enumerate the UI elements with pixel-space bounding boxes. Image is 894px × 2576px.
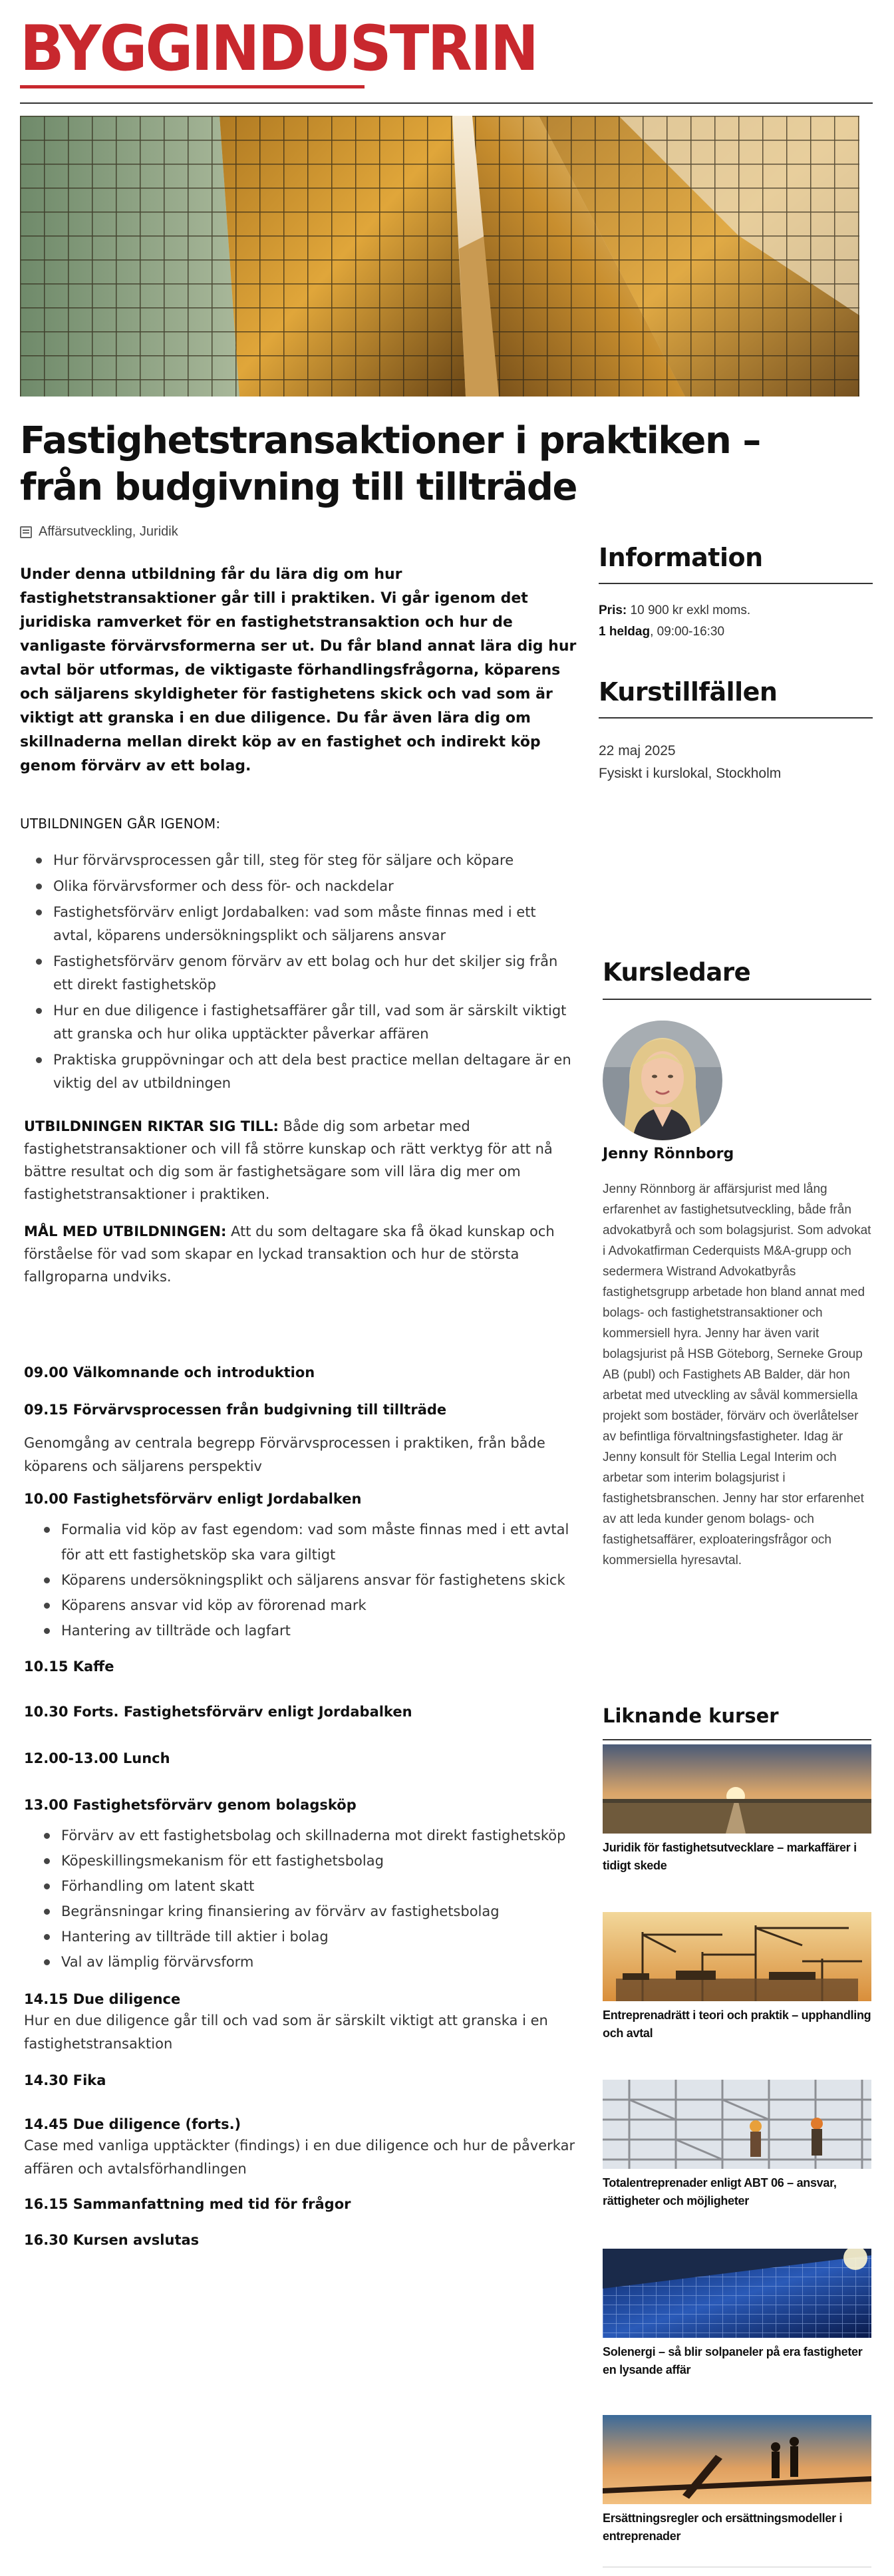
similar-course-image[interactable]: [603, 2415, 871, 2504]
target-audience: [20, 1115, 579, 1206]
list-item: Köpeskillingsmekanism för ett fastighetsbolag: [44, 1848, 583, 1873]
schedule-text: Hur en due diligence går till och vad som är särskilt viktigt att granska i en fastighetstransaktion: [24, 2012, 548, 2052]
goes-through-heading: UTBILDNINGEN GÅR IGENOM:: [20, 816, 221, 832]
similar-divider: [603, 1739, 871, 1740]
info-heading: Information: [599, 543, 763, 572]
list-item: Fastighetsförvärv genom förvärv av ett bolag och hur det skiljer sig från ett direkt fastighetsköp: [36, 950, 579, 997]
similar-course-card[interactable]: [603, 2249, 871, 2379]
schedule-item: 10.00 Fastighetsförvärv enligt Jordabalken: [24, 1491, 362, 1507]
schedule-item: 10.30 Forts. Fastighetsförvärv enligt Jordabalken: [24, 1704, 412, 1720]
site-logo[interactable]: BYGGINDUSTRIN: [20, 13, 537, 85]
schedule-item: 14.45 Due diligence (forts.): [24, 2116, 241, 2132]
course-date[interactable]: 22 maj 2025: [599, 743, 676, 758]
schedule-item: 13.00 Fastighetsförvärv genom bolagsköp: [24, 1797, 357, 1813]
course-location: Fysiskt i kurslokal, Stockholm: [599, 766, 782, 781]
similar-heading: Liknande kurser: [603, 1704, 779, 1727]
schedule-text: Genomgång av centrala begrepp Förvärvsprocessen i praktiken, från både köparens och säljarens perspektiv: [24, 1435, 545, 1474]
duration-line: [599, 621, 873, 643]
similar-course-image[interactable]: [603, 1744, 871, 1834]
schedule-list: [24, 1823, 583, 1975]
similar-course-title[interactable]: Solenergi – så blir solpaneler på era fastigheter en lysande affär: [603, 2345, 863, 2376]
schedule: [24, 1363, 583, 2250]
info-divider: [599, 583, 873, 584]
header-divider: [20, 102, 873, 104]
similar-course-title[interactable]: Juridik för fastighetsutvecklare – markaffärer i tidigt skede: [603, 1841, 857, 1872]
course-goal: [20, 1220, 579, 1288]
categories-text[interactable]: Affärsutveckling, Juridik: [39, 524, 178, 539]
folder-icon: [20, 526, 32, 538]
list-item: Köparens ansvar vid köp av förorenad mark: [44, 1593, 583, 1618]
list-item: Förhandling om latent skatt: [44, 1873, 583, 1899]
hero-image: [20, 116, 859, 397]
dates-divider: [599, 717, 873, 719]
goes-through-list: [20, 849, 579, 1095]
dates-box: [599, 677, 873, 785]
price-value: 10 900 kr exkl moms.: [627, 603, 751, 617]
list-item: Hantering av tillträde till aktier i bolag: [44, 1924, 583, 1949]
similar-course-card[interactable]: [603, 2080, 871, 2210]
duration-label: 1 heldag: [599, 625, 651, 639]
schedule-item: 16.30 Kursen avslutas: [24, 2232, 200, 2248]
schedule-item: 09.00 Välkomnande och introduktion: [24, 1365, 315, 1380]
page-title: Fastighetstransaktioner i praktiken – från budgivning till tillträde: [20, 419, 760, 509]
list-item: Olika förvärvsformer och dess för- och nackdelar: [36, 875, 579, 898]
schedule-item: 16.15 Sammanfattning med tid för frågor: [24, 2196, 351, 2212]
similar-course-title[interactable]: Entreprenadrätt i teori och praktik – upphandling och avtal: [603, 2009, 871, 2040]
leader-heading: Kursledare: [603, 958, 751, 987]
leader-name: Jenny Rönnborg: [603, 1146, 734, 1162]
target-text: Både dig som arbetar med fastighetstransaktioner och vill få större kunskap och rätt verktyg för att nå bättre resultat och dig som är fastighetsägare som vill lära dig mer om fastighetstransaktioner i praktiken.: [24, 1118, 553, 1202]
list-item: Formalia vid köp av fast egendom: vad som måste finnas med i ett avtal för att ett fastighetsköp ska vara giltigt: [44, 1517, 583, 1567]
leader-divider: [603, 999, 871, 1000]
leader-bio: Jenny Rönnborg är affärsjurist med lång erfarenhet av fastighetsutveckling, både från advokatbyrå och som bolagsjurist. Som advokat i Advokatfirman Cederquists M&A-grupp och sedermera Wistrand Advokatbyrås fastighetsgrupp arbetade hon bland annat med bolags- och fastighetstransaktioner och kommersiell hyra. Jenny har även varit bolagsjurist på HSB Göteborg, Serneke Group AB (publ) och Fastighets AB Balder, där hon arbetat med utveckling av såväl kommersiella projekt som bostäder, förvärv och överlåtelser av befintliga förvaltningsfastigheter. Idag är Jenny konsult för Stellia Legal Interim och arbetar som interim bolagsjurist i fastighetsbranschen. Jenny har stor erfarenhet av att leda kunder genom bolags- och fastighetsaffärer, exploateringsfrågor och kommersiella hyresavtal.: [603, 1182, 871, 1567]
schedule-item: 09.15 Förvärvsprocessen från budgivning till tillträde: [24, 1402, 447, 1418]
list-item: Förvärv av ett fastighetsbolag och skillnaderna mot direkt fastighetsköp: [44, 1823, 583, 1848]
info-box: [599, 543, 873, 643]
target-label: UTBILDNINGEN RIKTAR SIG TILL:: [24, 1118, 279, 1134]
leader-heading-wrap: [603, 958, 877, 1000]
list-item: Hur förvärvsprocessen går till, steg för steg för säljare och köpare: [36, 849, 579, 872]
similar-course-title[interactable]: Ersättningsregler och ersättningsmodeller i entreprenader: [603, 2511, 843, 2543]
categories: [20, 524, 178, 540]
schedule-text: Case med vanliga upptäckter (findings) i en due diligence och hur de påverkar affären och avtalsförhandlingen: [24, 2138, 575, 2177]
list-item: Hur en due diligence i fastighetsaffärer går till, vad som är särskilt viktigt att granska och hur olika upptäckter påverkar affären: [36, 999, 579, 1046]
price-label: Pris:: [599, 603, 627, 617]
similar-course-image[interactable]: [603, 2249, 871, 2338]
schedule-item: 14.30 Fika: [24, 2072, 106, 2088]
similar-course-card[interactable]: [603, 1912, 871, 2042]
list-item: Fastighetsförvärv enligt Jordabalken: vad som måste finnas med i ett avtal, köparens undersökningsplikt och säljarens ansvar: [36, 901, 579, 947]
list-item: Hantering av tillträde och lagfart: [44, 1618, 583, 1643]
site-header: [0, 0, 894, 106]
schedule-item: 12.00-13.00 Lunch: [24, 1750, 170, 1766]
list-item: Köparens undersökningsplikt och säljarens ansvar för fastighetens skick: [44, 1567, 583, 1593]
schedule-item: 14.15 Due diligence: [24, 1991, 181, 2007]
goal-label: MÅL MED UTBILDNINGEN:: [24, 1223, 227, 1239]
schedule-list: [24, 1517, 583, 1643]
course-lead: Under denna utbildning får du lära dig om hur fastighetstransaktioner går till i praktiken. Vi går igenom det juridiska ramverket för en fastighetstransaktion och hur de vanligaste förvärvsformerna ser ut. Du får bland annat lära dig hur avtal bör utformas, de viktigaste förhandlingsfrågorna, köparens och säljarens skyldigheter för fastighetens skick och vad som är viktigt att granska i en due diligence. Du får även lära dig om skillnaderna mellan direkt köp av en fastighet och indirekt köp genom förvärv av ett bolag.: [20, 566, 577, 774]
course-description: [20, 563, 579, 1288]
dates-heading: Kurstillfällen: [599, 677, 778, 707]
price-line: [599, 600, 873, 621]
similar-course-card[interactable]: [603, 1744, 871, 1875]
logo-underline: [20, 85, 365, 88]
leader-avatar: [603, 1021, 722, 1140]
goal-text: Att du som deltagare ska få ökad kunskap och förståelse för vad som skapar en lyckad transaktion och hur de största fallgroparna undviks.: [24, 1223, 555, 1285]
similar-course-title[interactable]: Totalentreprenader enligt ABT 06 – ansvar, rättigheter och möjligheter: [603, 2176, 837, 2207]
duration-value: , 09:00-16:30: [650, 625, 725, 639]
similar-course-card[interactable]: [603, 2415, 871, 2545]
similar-course-image[interactable]: [603, 1912, 871, 2001]
list-item: Val av lämplig förvärvsform: [44, 1949, 583, 1975]
schedule-item: 10.15 Kaffe: [24, 1659, 114, 1675]
list-item: Praktiska gruppövningar och att dela best practice mellan deltagare är en viktig del av utbildningen: [36, 1048, 579, 1095]
similar-course-image[interactable]: [603, 2080, 871, 2169]
list-item: Begränsningar kring finansiering av förvärv av fastighetsbolag: [44, 1899, 583, 1924]
